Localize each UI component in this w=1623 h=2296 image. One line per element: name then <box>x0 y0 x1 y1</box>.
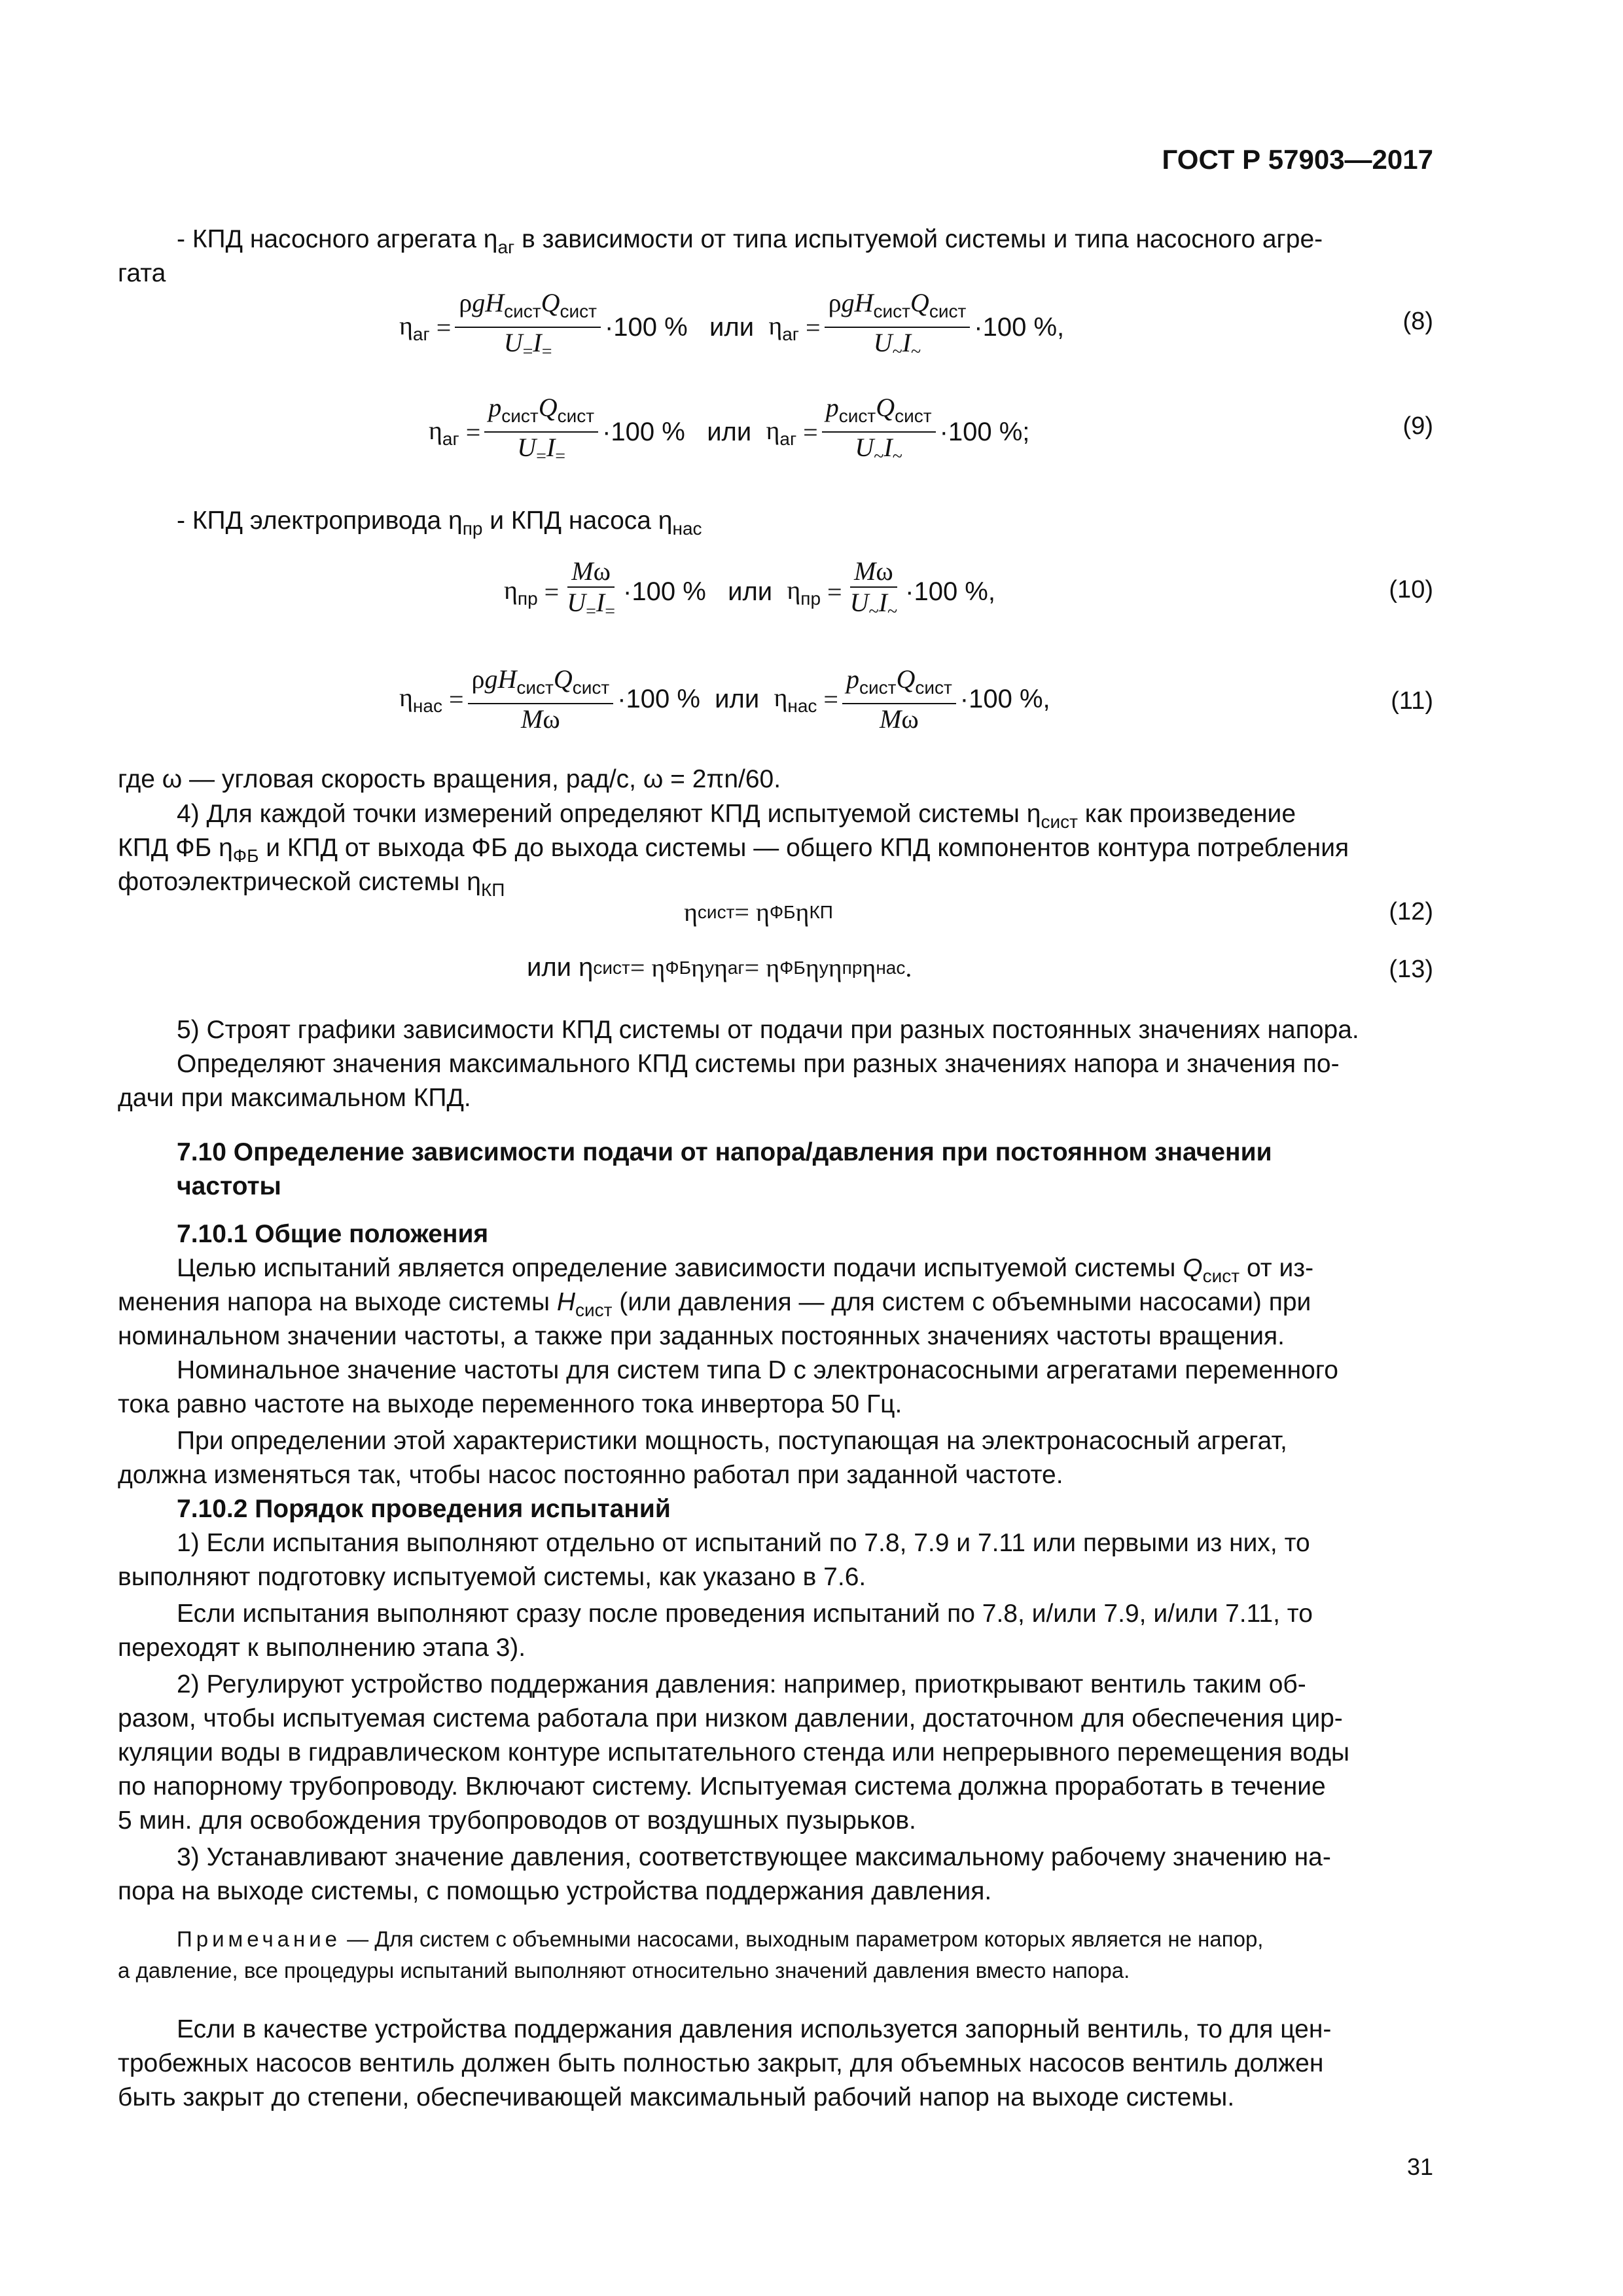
sub: сист <box>1202 1265 1240 1286</box>
text: η <box>691 953 705 982</box>
general-p2-line1: Номинальное значение частоты для систем типа D с электронасосными агрегатами переменного <box>177 1356 1338 1384</box>
order-2-line4: по напорному трубопроводу. Включают систему. Испытуемая система должна проработать в течение <box>118 1772 1326 1801</box>
text: H <box>556 1288 575 1316</box>
order-1b-line2: переходят к выполнению этапа 3). <box>118 1634 526 1662</box>
note-line2: а давление, все процедуры испытаний выполняют относительно значений давления вместо напора. <box>118 1958 1130 1982</box>
order-2-line5: 5 мин. для освобождения трубопроводов от воздушных пузырьков. <box>118 1806 916 1835</box>
sub: сист <box>1041 811 1078 832</box>
drive-eff-line <box>177 504 702 546</box>
text: Q <box>1183 1254 1203 1282</box>
sub: ФБ <box>232 845 259 866</box>
sub: ФБ <box>769 901 796 922</box>
text: 4) Для каждой точки измерений определяют КПД испытуемой системы η <box>177 800 1041 828</box>
order-2-line2: разом, чтобы испытуемая система работала при низком давлении, достаточном для обеспечения цир- <box>118 1704 1343 1732</box>
fraction: $\frac{p_{сист}Q_{сист}}{M\omega}$ <box>842 664 956 734</box>
sub: у <box>704 957 714 978</box>
equation-number-13: (13) <box>1389 956 1433 983</box>
text: - КПД электропривода η <box>177 507 463 535</box>
pump-unit-eff-cont: гата <box>118 259 166 287</box>
text: Целью испытаний является определение зависимости подачи испытуемой системы <box>177 1254 1183 1282</box>
text: и КПД от выхода ФБ до выхода системы — общего КПД компонентов контура потребления <box>259 834 1349 862</box>
equation-number-10: (10) <box>1389 576 1433 603</box>
section-heading-7-10-line1: 7.10 Определение зависимости подачи от напора/давления при постоянном значении <box>177 1138 1272 1166</box>
equation-10: $\eta_{пр}$ = $\frac{M\omega}{U_=I_=}$ ·100 % или $\eta_{пр}$ = $\frac{M\omega}{U_\sim I_\sim}$ ·100 %, <box>504 556 995 627</box>
order-1-line2: выполняют подготовку испытуемой системы, как указано в 7.6. <box>118 1563 866 1591</box>
order-3-line1: 3) Устанавливают значение давления, соответствующее максимальному рабочему значению на- <box>177 1843 1331 1871</box>
equation-12 <box>684 897 833 927</box>
order-1-line1: 1) Если испытания выполняют отдельно от испытаний по 7.8, 7.9 и 7.11 или первыми из них, то <box>177 1529 1310 1557</box>
eta: $\eta_{аг}$ <box>399 311 430 344</box>
item-5b-line2: дачи при максимальном КПД. <box>118 1084 471 1112</box>
standard-designation: ГОСТ Р 57903—2017 <box>1162 144 1433 175</box>
text: η <box>862 953 876 982</box>
text: или η <box>527 953 594 982</box>
item-4-line3 <box>118 865 505 907</box>
equation-number-9: (9) <box>1402 412 1433 440</box>
page-number: 31 <box>1406 2153 1433 2180</box>
text: КПД ФБ η <box>118 834 233 862</box>
text: = η <box>744 953 780 982</box>
order-1b-line1: Если испытания выполняют сразу после проведения испытаний по 7.8, и/или 7.9, и/или 7.11, то <box>177 1600 1313 1628</box>
order-2-line1: 2) Регулируют устройство поддержания давления: например, приоткрывают вентиль таким об- <box>177 1670 1306 1698</box>
sub: нас <box>672 518 702 539</box>
sub: у <box>819 957 829 978</box>
sub: сист <box>575 1299 613 1320</box>
subsection-heading-7-10-1: 7.10.1 Общие положения <box>177 1220 489 1248</box>
order-2-line3: куляции воды в гидравлическом контуре испытательного стенда или непрерывного перемещения воды <box>118 1738 1350 1767</box>
pump-unit-eff-line <box>177 223 1323 264</box>
text: = η <box>630 953 666 982</box>
fraction: $\frac{p_{сист}Q_{сист}}{U_\sim I_\sim}$ <box>822 393 936 472</box>
fraction: $\frac{M\omega}{U_=I_=}$ <box>567 556 616 622</box>
omega-definition: где ω — угловая скорость вращения, рад/с, ω = 2πn/60. <box>118 765 781 793</box>
item-5: 5) Строят графики зависимости КПД системы от подачи при разных постоянных значениях напора. <box>177 1016 1359 1044</box>
text: = η <box>734 897 770 927</box>
text: как произведение <box>1077 800 1296 828</box>
sub: нас <box>876 957 906 978</box>
text: (или давления — для систем с объемными насосами) при <box>612 1288 1311 1316</box>
general-p1-line3: номинальном значении частоты, а также при заданных постоянных значениях частоты вращения. <box>118 1322 1285 1350</box>
text: η <box>828 953 842 982</box>
general-p3-line2: должна изменяться так, чтобы насос постоянно работал при заданной частоте. <box>118 1461 1063 1489</box>
sub: аг <box>727 957 745 978</box>
text: η <box>713 953 728 982</box>
last-paragraph-line2: тробежных насосов вентиль должен быть полностью закрыт, для объемных насосов вентиль должен <box>118 2049 1324 2077</box>
sub: пр <box>842 957 863 978</box>
fraction: $\frac{p_{сист}Q_{сист}}{U_=I_=}$ <box>484 393 598 472</box>
text: - КПД насосного агрегата η <box>177 225 498 253</box>
sub: КП <box>809 901 833 922</box>
equation-number-12: (12) <box>1389 898 1433 925</box>
equation-11: $\eta_{нас}$ = $\frac{\rho gH_{сист}Q_{сист}}{M\omega}$ ·100 % или $\eta_{нас}$ = $\frac{p_{сист}Q_{сист}}{M\omega}$ ·100 %, <box>399 664 1050 734</box>
sub: ФБ <box>779 957 806 978</box>
general-p2-line2: тока равно частоте на выходе переменного тока инвертора 50 Гц. <box>118 1390 902 1418</box>
note-label: Примечание <box>177 1927 342 1951</box>
fraction: $\frac{M\omega}{U_\sim I_\sim}$ <box>849 556 898 622</box>
equation-9: $\eta_{аг}$ = $\frac{p_{сист}Q_{сист}}{U_=I_=}$ ·100 % или $\eta_{аг}$ = $\frac{p_{сист}Q_{сист}}{U_\sim I_\sim}$ ·100 %; <box>429 393 1029 472</box>
equation-number-11: (11) <box>1391 687 1433 715</box>
text: η <box>805 953 819 982</box>
sub: аг <box>497 236 515 257</box>
last-paragraph-line1: Если в качестве устройства поддержания давления используется запорный вентиль, то для цен- <box>177 2015 1332 2043</box>
equation-13 <box>527 952 912 983</box>
last-paragraph-line3: быть закрыт до степени, обеспечивающей максимальный рабочий напор на выходе системы. <box>118 2083 1235 2111</box>
fraction: $\frac{\rho gH_{сист}Q_{сист}}{M\omega}$ <box>468 664 614 734</box>
equation-number-8: (8) <box>1402 308 1433 335</box>
text: η <box>684 897 698 927</box>
general-p3-line1: При определении этой характеристики мощность, поступающая на электронасосный агрегат, <box>177 1427 1287 1455</box>
sub: КП <box>480 879 505 900</box>
text: фотоэлектрической системы η <box>118 868 481 896</box>
text: — Для систем с объемными насосами, выходным параметром которых является не напор, <box>341 1927 1264 1951</box>
fraction: $\frac{\rho gH_{сист}Q_{сист}}{U_=I_=}$ <box>455 288 601 367</box>
text: от из- <box>1240 1254 1314 1282</box>
item-5b-line1: Определяют значения максимального КПД системы при разных значениях напора и значения по- <box>177 1050 1340 1078</box>
text: . <box>905 953 912 982</box>
fraction: $\frac{\rho gH_{сист}Q_{сист}}{U_\sim I_\sim}$ <box>825 288 971 367</box>
text: менения напора на выходе системы <box>118 1288 557 1316</box>
equation-8: $\eta_{аг}$ = $\frac{\rho gH_{сист}Q_{сист}}{U_=I_=}$ ·100 % или $\eta_{аг}$ = $\frac{\rho gH_{сист}Q_{сист}}{U_\sim I_\sim}$ ·100 %, <box>399 288 1064 367</box>
sub: ФБ <box>665 957 692 978</box>
sub: сист <box>593 957 630 978</box>
sub: сист <box>697 901 735 922</box>
text: и КПД насоса η <box>482 507 673 535</box>
note-line1 <box>177 1924 1263 1954</box>
text: в зависимости от типа испытуемой системы и типа насосного агре- <box>514 225 1323 253</box>
subsection-heading-7-10-2: 7.10.2 Порядок проведения испытаний <box>177 1495 671 1523</box>
order-3-line2: пора на выходе системы, с помощью устройства поддержания давления. <box>118 1877 992 1905</box>
text: η <box>795 897 810 927</box>
section-heading-7-10-line2: частоты <box>177 1172 281 1200</box>
sub: пр <box>462 518 483 539</box>
